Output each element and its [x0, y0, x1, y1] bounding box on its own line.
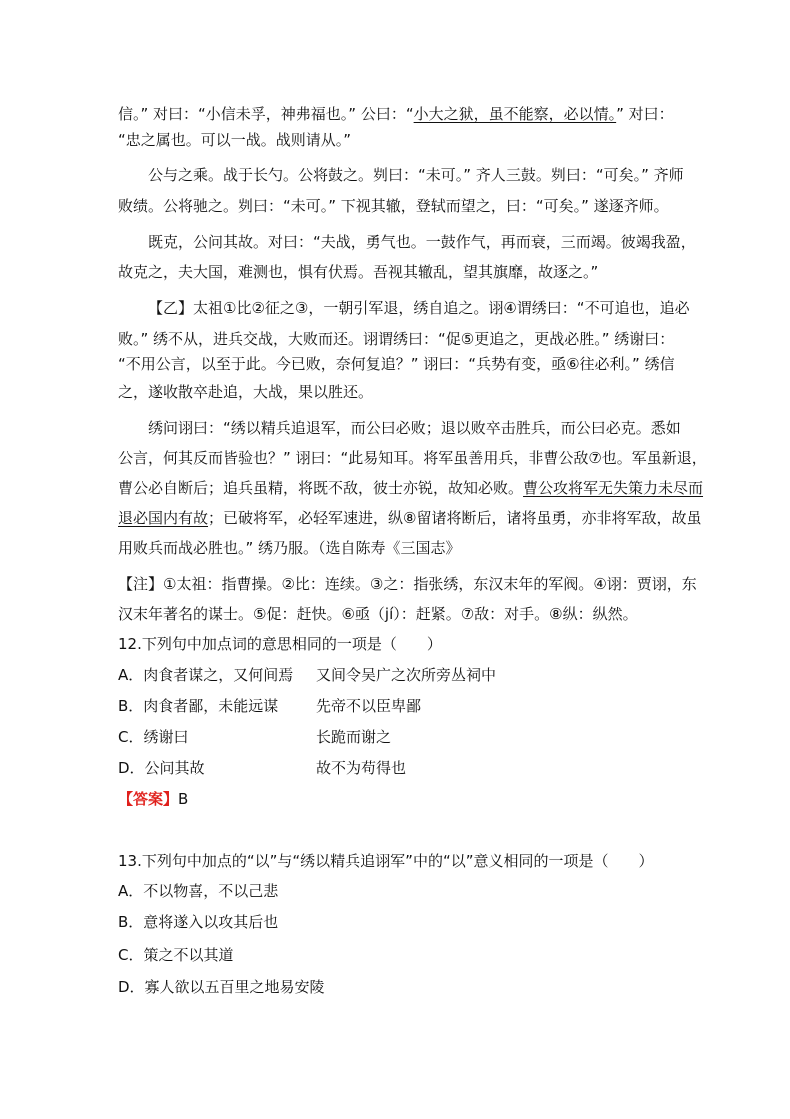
passage-line: 故克之，夫大国，难测也，惧有伏焉。吾视其辙乱，望其旗靡，故逐之。”: [118, 263, 599, 281]
underlined-sentence: 退必国内有故: [118, 509, 209, 527]
text-span: 曹公必自断后；追兵虽精，将既不敌，彼士亦锐，故知必败。: [118, 479, 524, 497]
text-span: ；已破将军，必轻军速进，纵⑧留诸将断后，诸将虽勇，亦非将军敌，故虽: [208, 509, 702, 527]
note-line: 汉末年著名的谋士。⑤促：赶快。⑥亟（jí）：赶紧。⑦敌：对手。⑧纵：纵然。: [118, 605, 638, 623]
underlined-sentence: 小大之狱，虽不能察，必以情。: [413, 105, 617, 123]
text-span: 信。” 对曰：“小信未孚，神弗福也。” 公曰：“: [118, 105, 414, 123]
passage-line: [118, 478, 703, 498]
answer-value: B: [178, 790, 189, 808]
option-right-text: 先帝不以臣卑鄙: [316, 697, 422, 715]
question-13-stem: 13.下列句中加点的“以”与“绣以精兵追诩军”中的“以”意义相同的一项是（ ）: [118, 852, 654, 870]
passage-line: 败绩。公将驰之。刿曰：“未可。” 下视其辙，登轼而望之，曰：“可矣。” 遂逐齐师。: [118, 197, 669, 215]
option-left-text: B．肉食者鄙，未能远谋: [118, 697, 279, 715]
passage-line: “忠之属也。可以一战。战则请从。”: [118, 131, 352, 149]
question-12-answer: [118, 789, 188, 809]
answer-tag: 【答案】: [118, 790, 179, 808]
note-line: 【注】①太祖：指曹操。②比：连续。③之：指张绣，东汉末年的军阀。④诩：贾诩，东: [118, 575, 697, 593]
question-13-option-a: A．不以物喜，不以己悲: [118, 882, 279, 900]
option-right-text: 故不为苟得也: [316, 759, 407, 777]
question-13-option-c: C．策之不以其道: [118, 946, 234, 964]
text-span: ” 对曰：: [616, 105, 674, 123]
option-left-text: D．公问其故: [118, 759, 205, 777]
question-13-option-d: D．寡人欲以五百里之地易安陵: [118, 978, 325, 996]
passage-line: [118, 104, 674, 124]
passage-line: “不用公言，以至于此。今已败，奈何复追？” 诩曰：“兵势有变，亟⑥往必利。” 绣信: [118, 355, 675, 373]
passage-line: 公言，何其反而皆验也？” 诩曰：“此易知耳。将军虽善用兵，非曹公敌⑦也。军虽新退，: [118, 449, 707, 467]
passage-line: [118, 508, 701, 528]
passage-line: 用败兵而战必胜也。” 绣乃服。（选自陈寿《三国志》: [118, 539, 461, 557]
option-left-text: A．肉食者谋之，又何间焉: [118, 666, 294, 684]
passage-line: 之，遂收散卒赴追，大战，果以胜还。: [118, 383, 374, 401]
underlined-sentence: 曹公攻将军无失策力未尽而: [523, 479, 704, 497]
question-13-option-b: B．意将遂入以攻其后也: [118, 913, 279, 931]
passage-line: 公与之乘。战于长勺。公将鼓之。刿曰：“未可。” 齐人三鼓。刿曰：“可矣。” 齐师: [148, 166, 684, 184]
option-left-text: C．绣谢曰: [118, 728, 189, 746]
passage-line: 【乙】太祖①比②征之③，一朝引军退，绣自追之。诩④谓绣曰：“不可追也，追必: [148, 299, 690, 317]
option-right-text: 又间令吴广之次所旁丛祠中: [316, 666, 497, 684]
passage-line: 绣问诩曰：“绣以精兵追退军，而公曰必败；退以败卒击胜兵，而公曰必克。悉如: [148, 419, 681, 437]
passage-line: 既克，公问其故。对曰：“夫战，勇气也。一鼓作气，再而衰，三而竭。彼竭我盈，: [148, 233, 696, 251]
question-12-stem: 12.下列句中加点词的意思相同的一项是（ ）: [118, 635, 442, 653]
option-right-text: 长跪而谢之: [316, 728, 392, 746]
passage-line: 败。” 绣不从，进兵交战，大败而还。诩谓绣曰：“促⑤更追之，更战必胜。” 绣谢曰：: [118, 330, 675, 348]
